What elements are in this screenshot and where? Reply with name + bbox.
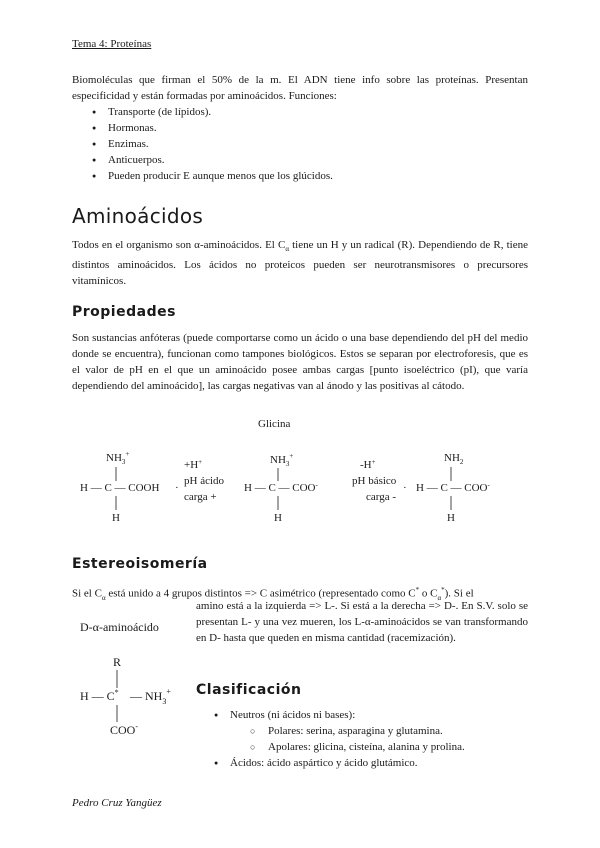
arrow2-bot: carga - <box>366 491 397 503</box>
list-item: ● Ácidos: ácido aspártico y ácido glutámico. <box>214 755 465 771</box>
subscript: α <box>285 245 289 254</box>
m1-h-bottom: H <box>112 512 120 524</box>
list-item: ● Enzimas. <box>92 136 333 152</box>
struct-mid: H — C* <box>80 688 119 703</box>
list-item: ● Neutros (ni ácidos ni bases): ○ Polares: serina, asparagina y glutamina. ○ Apolares: glicina, cisteína, alanina y prolina. <box>214 707 465 755</box>
m1-chain: H — C — COOH <box>80 482 160 494</box>
arrow2-dot: · <box>403 482 407 494</box>
m3-h-bottom: H <box>447 512 455 524</box>
struct-r: R <box>113 655 122 669</box>
propiedades-heading: Propiedades <box>72 304 176 320</box>
list-item: ○ Polares: serina, asparagina y glutamina. <box>250 723 465 739</box>
page-header: Tema 4: Proteínas <box>72 38 152 50</box>
struct-nh3: — $NH_3^+$ <box>130 687 171 706</box>
struct-coo: COO- <box>110 722 139 737</box>
d-aminoacido-label: D-α-aminoácido <box>80 620 159 634</box>
clasificacion-list <box>214 707 465 771</box>
m2-nh3: $NH_3^+$ <box>270 452 294 468</box>
arrow1-bot: carga + <box>184 491 217 503</box>
estereoisomeria-heading: Estereoisomería <box>72 556 208 572</box>
list-item: ● Hormonas. <box>92 120 333 136</box>
m1-nh3: $NH_3^+$ <box>106 450 130 466</box>
intro-paragraph: Biomoléculas que firman el 50% de la m. El ADN tiene info sobre las proteínas. Presentan especificidad y están formadas por aminoácidos. Funciones: <box>72 74 528 102</box>
arrow2-mid: pH básico <box>352 475 397 487</box>
aminoacidos-heading: Aminoácidos <box>72 204 204 228</box>
arrow1-mid: pH ácido <box>184 475 225 487</box>
m2-h-bottom: H <box>274 512 282 524</box>
arrow1-top: +H+ <box>184 458 203 471</box>
aminoacidos-text-a: Todos en el organismo son α-aminoácidos. El C <box>72 239 286 251</box>
estereoisomeria-line1: Si el $C_\alpha$ está unido a 4 grupos distintos => C asimétrico (representado como C* o $C_\alpha^*$). Si el <box>72 586 474 602</box>
clasificacion-heading: Clasificación <box>196 682 302 698</box>
m2-chain: H — C — COO- <box>244 481 318 494</box>
aminoacidos-text-b: tiene un H y un radical (R). Dependiendo de R, tiene distintos aminoácidos. Los ácidos no proteicos pueden ser neurotransmisores o precursores vitamínicos. <box>72 239 528 288</box>
m1-dot: · <box>175 482 179 494</box>
m3-chain: H — C — COO- <box>416 481 490 494</box>
clasificacion-sublist <box>230 723 465 755</box>
arrow2-top: -H+ <box>360 458 376 471</box>
estereoisomeria-paragraph: amino está a la izquierda => L-. Si está a la derecha => D-. En S.V. solo se presentan L- y una vez mueren, los L-α-aminoácidos se van transformando en D- hasta que queden en misma cantidad (racemización). <box>196 600 528 644</box>
m3-nh2: $NH_2$ <box>444 452 464 466</box>
list-item: ● Transporte (de lípidos). <box>92 104 333 120</box>
propiedades-paragraph: Son sustancias anfóteras (puede comportarse como un ácido o una base dependiendo del pH del medio donde se encuentra), funcionan como tampones biológicos. Estos se separan por electroforesis, que es el valor de pH en el que un aminoácido posee ambas cargas [punto isoeléctrico (pI), que varía dependiendo del aminoácido], las cargas negativas van al ánodo y las positivas al cátodo. <box>72 332 528 392</box>
list-item: ● Pueden producir E aunque menos que los glúcidos. <box>92 168 333 184</box>
glicina-title: Glicina <box>258 418 291 430</box>
list-item: ○ Apolares: glicina, cisteína, alanina y prolina. <box>250 739 465 755</box>
footer-author: Pedro Cruz Yangüez <box>72 797 162 809</box>
list-item: ● Anticuerpos. <box>92 152 333 168</box>
